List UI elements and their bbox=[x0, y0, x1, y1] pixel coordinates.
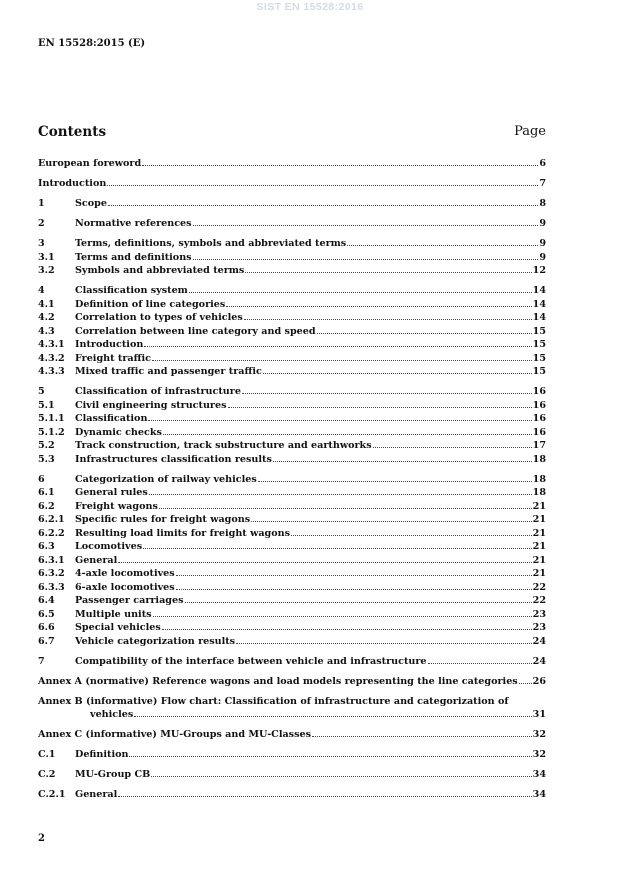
dot-leader bbox=[312, 736, 532, 737]
toc-entry-page: 24 bbox=[532, 655, 546, 667]
dot-leader bbox=[373, 447, 532, 448]
toc-entry-page: 17 bbox=[532, 440, 546, 451]
toc-entry-number: 6.4 bbox=[38, 595, 55, 606]
dot-leader bbox=[519, 683, 532, 684]
toc-entry-page: 16 bbox=[532, 426, 546, 438]
toc-entry-number: 6.3.1 bbox=[38, 554, 65, 566]
toc-entry[interactable] bbox=[38, 237, 546, 251]
dot-leader bbox=[144, 346, 531, 347]
dot-leader bbox=[226, 306, 531, 307]
toc-entry-number: 7 bbox=[38, 655, 45, 667]
toc-entry-title: General bbox=[75, 554, 118, 566]
toc-entry-page: 21 bbox=[532, 527, 546, 539]
toc-entry-title: Dynamic checks bbox=[75, 426, 162, 438]
toc-entry[interactable] bbox=[38, 251, 546, 265]
dot-leader bbox=[273, 461, 532, 462]
toc-entry-page: 24 bbox=[532, 635, 546, 647]
dot-leader bbox=[107, 185, 538, 186]
toc-entry-page: 15 bbox=[532, 352, 546, 364]
toc-entry[interactable] bbox=[38, 177, 546, 191]
toc-entry-number: 4.2 bbox=[38, 312, 55, 323]
toc-entry-title: General rules bbox=[75, 487, 148, 498]
toc-entry-page: 14 bbox=[532, 285, 546, 296]
toc-entry-page: 9 bbox=[539, 218, 546, 229]
toc-entry-page: 6 bbox=[539, 158, 546, 169]
toc-entry-title: European foreword bbox=[38, 158, 142, 169]
toc-entry-page: 21 bbox=[532, 554, 546, 566]
toc-entry-number: 6.7 bbox=[38, 635, 55, 647]
toc-entry-number: 4 bbox=[38, 285, 45, 296]
toc-entry[interactable] bbox=[38, 621, 546, 635]
toc-entry-number: 6.3.3 bbox=[38, 581, 65, 593]
toc-entry-number: 6.2.1 bbox=[38, 514, 65, 525]
toc-entry-number: 6 bbox=[38, 473, 45, 485]
toc-entry-page: 18 bbox=[532, 487, 546, 498]
dot-leader bbox=[143, 548, 532, 549]
dot-leader bbox=[129, 756, 531, 757]
toc-entry-title: Classification of infrastructure bbox=[75, 386, 241, 397]
toc-entry-title: Correlation to types of vehicles bbox=[75, 312, 243, 323]
dot-leader bbox=[142, 165, 538, 166]
toc-entry[interactable] bbox=[38, 197, 546, 211]
dot-leader bbox=[193, 259, 539, 260]
table-of-contents bbox=[38, 157, 546, 802]
toc-entry-page: 18 bbox=[532, 453, 546, 465]
toc-entry[interactable] bbox=[38, 635, 546, 649]
toc-entry-page: 34 bbox=[532, 789, 546, 800]
dot-leader bbox=[176, 575, 532, 576]
dot-leader bbox=[189, 292, 532, 293]
toc-entry[interactable] bbox=[38, 540, 546, 554]
toc-entry-number: 5.3 bbox=[38, 453, 55, 465]
toc-entry-title: Freight wagons bbox=[75, 500, 158, 512]
toc-entry[interactable] bbox=[38, 365, 546, 379]
toc-entry-page: 16 bbox=[532, 399, 546, 411]
toc-entry-title: Infrastructures classification results bbox=[75, 453, 272, 465]
toc-entry-page: 34 bbox=[532, 769, 546, 780]
toc-entry[interactable] bbox=[38, 554, 546, 568]
toc-entry-page: 26 bbox=[532, 675, 546, 687]
toc-entry-title: 4-axle locomotives bbox=[75, 568, 175, 579]
dot-leader bbox=[317, 333, 532, 334]
toc-entry[interactable] bbox=[38, 399, 546, 413]
toc-entry-title: Scope bbox=[75, 198, 107, 209]
toc-entry-title: MU-Group CB bbox=[75, 769, 151, 780]
toc-entry-title: Track construction, track substructure and earthworks bbox=[75, 440, 372, 451]
toc-entry-title: Specific rules for freight wagons bbox=[75, 514, 251, 525]
page-column-label: Page bbox=[514, 124, 546, 139]
dot-leader bbox=[193, 225, 539, 226]
toc-entry[interactable] bbox=[38, 264, 546, 278]
toc-entry-page: 31 bbox=[532, 709, 546, 720]
toc-entry-title: Classification bbox=[75, 413, 148, 424]
dot-leader bbox=[134, 716, 531, 717]
toc-entry-number: 6.3 bbox=[38, 541, 55, 552]
toc-entry-title: Multiple units bbox=[75, 608, 152, 620]
toc-entry-page: 22 bbox=[532, 581, 546, 593]
toc-entry-number: 3.1 bbox=[38, 251, 55, 263]
toc-entry-title: Introduction bbox=[75, 339, 144, 350]
toc-entry-number: 6.5 bbox=[38, 608, 55, 620]
toc-entry[interactable] bbox=[38, 284, 546, 298]
toc-entry-page: 12 bbox=[532, 265, 546, 276]
toc-entry-title: Correlation between line category and speed bbox=[75, 325, 316, 337]
toc-entry-page: 23 bbox=[532, 608, 546, 620]
toc-entry-title: Annex B (informative) Flow chart: Classification of infrastructure and categorization of bbox=[38, 695, 509, 707]
toc-entry-title: Passenger carriages bbox=[75, 595, 184, 606]
toc-entry-title: Freight traffic bbox=[75, 352, 151, 364]
toc-entry-title: Annex C (informative) MU-Groups and MU-Classes bbox=[38, 729, 311, 740]
toc-entry-title: Compatibility of the interface between vehicle and infrastructure bbox=[75, 655, 427, 667]
toc-entry-number: 6.6 bbox=[38, 622, 55, 633]
toc-entry[interactable] bbox=[38, 426, 546, 440]
toc-entry[interactable] bbox=[38, 298, 546, 312]
toc-entry-number: 5.1.1 bbox=[38, 413, 65, 424]
toc-entry-title: Annex A (normative) Reference wagons and load models representing the line categories bbox=[38, 675, 518, 687]
page-number: 2 bbox=[38, 833, 45, 844]
dot-leader bbox=[258, 481, 532, 482]
toc-entry-number: 3.2 bbox=[38, 265, 55, 276]
toc-entry-title: Introduction bbox=[38, 178, 107, 189]
dot-leader bbox=[159, 508, 532, 509]
toc-entry-number: 3 bbox=[38, 238, 45, 249]
toc-entry[interactable] bbox=[38, 675, 546, 689]
toc-entry-title-continued: vehicles bbox=[90, 709, 134, 720]
toc-entry-page: 21 bbox=[532, 500, 546, 512]
toc-entry-page: 21 bbox=[532, 514, 546, 525]
toc-entry-page: 9 bbox=[539, 238, 546, 249]
toc-entry[interactable] bbox=[38, 608, 546, 622]
toc-entry-number: 2 bbox=[38, 218, 45, 229]
toc-entry[interactable] bbox=[38, 217, 546, 231]
toc-entry-number: 6.2.2 bbox=[38, 527, 65, 539]
toc-entry-title: Symbols and abbreviated terms bbox=[75, 265, 245, 276]
toc-entry-number: 4.3 bbox=[38, 325, 55, 337]
toc-entry-title: Civil engineering structures bbox=[75, 399, 227, 411]
dot-leader bbox=[153, 616, 532, 617]
toc-entry[interactable] bbox=[38, 695, 546, 722]
document-id: EN 15528:2015 (E) bbox=[38, 38, 146, 49]
toc-entry-number: 5 bbox=[38, 386, 45, 397]
toc-entry-title: Normative references bbox=[75, 218, 192, 229]
toc-entry-page: 9 bbox=[539, 251, 546, 263]
toc-entry-page: 21 bbox=[532, 541, 546, 552]
dot-leader bbox=[245, 272, 531, 273]
toc-entry-number: 6.3.2 bbox=[38, 568, 65, 579]
toc-entry[interactable] bbox=[38, 385, 546, 399]
toc-entry-page: 32 bbox=[532, 749, 546, 760]
dot-leader bbox=[228, 407, 532, 408]
toc-entry-title: Definition of line categories bbox=[75, 298, 226, 310]
toc-entry-title: Special vehicles bbox=[75, 622, 161, 633]
dot-leader bbox=[118, 562, 531, 563]
toc-entry-number: C.1 bbox=[38, 749, 56, 760]
toc-entry[interactable] bbox=[38, 748, 546, 762]
dot-leader bbox=[242, 393, 532, 394]
toc-entry-page: 15 bbox=[532, 325, 546, 337]
toc-entry-number: C.2 bbox=[38, 769, 56, 780]
toc-entry-number: 6.2 bbox=[38, 500, 55, 512]
toc-entry-title: Terms, definitions, symbols and abbreviated terms bbox=[75, 238, 347, 249]
dot-leader bbox=[176, 589, 532, 590]
toc-entry[interactable] bbox=[38, 311, 546, 325]
dot-leader bbox=[163, 434, 532, 435]
toc-entry-number: 4.3.3 bbox=[38, 366, 65, 377]
toc-entry-page: 7 bbox=[539, 178, 546, 189]
toc-entry[interactable] bbox=[38, 325, 546, 339]
toc-entry-number: 1 bbox=[38, 198, 45, 209]
toc-entry-page: 16 bbox=[532, 386, 546, 397]
toc-entry[interactable] bbox=[38, 513, 546, 527]
toc-entry-title: Vehicle categorization results bbox=[75, 635, 236, 647]
toc-entry-page: 22 bbox=[532, 595, 546, 606]
toc-entry-page: 14 bbox=[532, 298, 546, 310]
toc-entry-number: 5.1.2 bbox=[38, 426, 65, 438]
toc-entry[interactable] bbox=[38, 594, 546, 608]
toc-entry-title: Locomotives bbox=[75, 541, 143, 552]
toc-entry[interactable] bbox=[38, 157, 546, 171]
dot-leader bbox=[251, 521, 531, 522]
toc-entry-number: 4.3.2 bbox=[38, 352, 65, 364]
dot-leader bbox=[185, 602, 532, 603]
toc-entry[interactable] bbox=[38, 412, 546, 426]
toc-entry-page: 14 bbox=[532, 312, 546, 323]
toc-entry-page: 23 bbox=[532, 622, 546, 633]
toc-entry-page: 21 bbox=[532, 568, 546, 579]
toc-entry[interactable] bbox=[38, 728, 546, 742]
toc-entry[interactable] bbox=[38, 338, 546, 352]
toc-entry-page: 32 bbox=[532, 729, 546, 740]
toc-entry[interactable] bbox=[38, 567, 546, 581]
toc-entry-page: 8 bbox=[539, 198, 546, 209]
toc-entry[interactable] bbox=[38, 527, 546, 541]
toc-entry[interactable] bbox=[38, 500, 546, 514]
dot-leader bbox=[244, 319, 532, 320]
toc-entry[interactable] bbox=[38, 768, 546, 782]
toc-entry-number: 6.1 bbox=[38, 487, 55, 498]
toc-entry-title: General bbox=[75, 789, 118, 800]
toc-entry[interactable] bbox=[38, 439, 546, 453]
toc-entry-page: 15 bbox=[532, 366, 546, 377]
dot-leader bbox=[108, 205, 538, 206]
dot-leader bbox=[263, 373, 532, 374]
contents-heading: Contents bbox=[38, 124, 107, 140]
toc-entry-number: 5.1 bbox=[38, 399, 55, 411]
toc-entry[interactable] bbox=[38, 581, 546, 595]
toc-entry-title: Terms and definitions bbox=[75, 251, 192, 263]
dot-leader bbox=[148, 420, 531, 421]
toc-entry-page: 16 bbox=[532, 413, 546, 424]
dot-leader bbox=[347, 245, 538, 246]
dot-leader bbox=[118, 796, 531, 797]
dot-leader bbox=[152, 360, 532, 361]
toc-entry-page: 15 bbox=[532, 339, 546, 350]
dot-leader bbox=[149, 494, 532, 495]
toc-entry-title: 6-axle locomotives bbox=[75, 581, 175, 593]
dot-leader bbox=[291, 535, 532, 536]
toc-entry-title: Resulting load limits for freight wagons bbox=[75, 527, 291, 539]
toc-entry[interactable] bbox=[38, 352, 546, 366]
watermark: SIST EN 15528:2016 bbox=[256, 1, 364, 13]
toc-entry[interactable] bbox=[38, 453, 546, 467]
dot-leader bbox=[162, 629, 532, 630]
toc-entry-number: C.2.1 bbox=[38, 789, 66, 800]
toc-entry-number: 4.3.1 bbox=[38, 339, 65, 350]
dot-leader bbox=[236, 643, 532, 644]
dot-leader bbox=[151, 776, 531, 777]
toc-entry[interactable] bbox=[38, 655, 546, 669]
toc-entry-title: Categorization of railway vehicles bbox=[75, 473, 257, 485]
toc-entry-title: Definition bbox=[75, 749, 129, 760]
toc-entry[interactable] bbox=[38, 473, 546, 487]
toc-entry-title: Mixed traffic and passenger traffic bbox=[75, 366, 262, 377]
toc-entry[interactable] bbox=[38, 788, 546, 802]
toc-entry-number: 4.1 bbox=[38, 298, 55, 310]
toc-entry-page: 18 bbox=[532, 473, 546, 485]
dot-leader bbox=[428, 663, 532, 664]
toc-entry-title: Classification system bbox=[75, 285, 188, 296]
toc-entry[interactable] bbox=[38, 486, 546, 500]
toc-entry-number: 5.2 bbox=[38, 440, 55, 451]
